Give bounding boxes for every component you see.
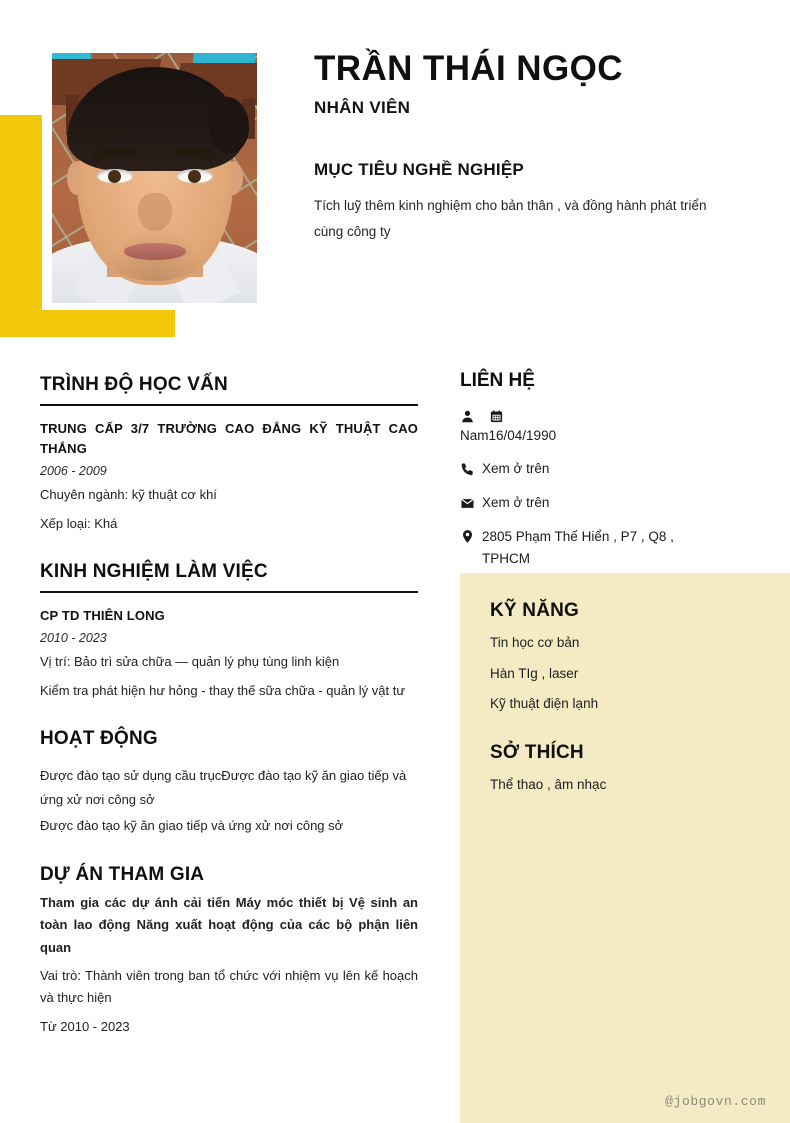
contact-heading: LIÊN HỆ [460, 370, 535, 391]
photo-nose [138, 193, 172, 231]
objective-text: Tích luỹ thêm kinh nghiệm cho bản thân , và đồng hành phát triển cùng công ty [314, 197, 707, 239]
envelope-icon [460, 494, 482, 513]
hobbies-item: Thể thao , âm nhạc [490, 776, 607, 792]
contact-row-gender-birthday [460, 406, 790, 446]
contact-email: Xem ở trên [482, 494, 550, 510]
phone-icon [460, 460, 482, 479]
accent-bar-horizontal [0, 310, 175, 337]
contact-address: 2805 Phạm Thế Hiển , P7 , Q8 , TPHCM [482, 528, 674, 566]
skills-heading: KỸ NĂNG [490, 600, 580, 621]
profile-photo [52, 53, 257, 303]
experience-section [40, 561, 418, 702]
activities-line: Được đào tạo kỹ ăn giao tiếp và ứng xử nơi công sở [40, 817, 344, 833]
experience-date: 2010 - 2023 [40, 631, 107, 646]
left-column [40, 374, 418, 1042]
objective-heading: MỤC TIÊU NGHỀ NGHIỆP [314, 159, 524, 179]
calendar-icon [489, 407, 511, 426]
projects-title: Tham gia các dự ánh cải tiến Máy móc thiết bị Vệ sinh an toàn lao động Năng xuất hoạt động của các bộ phận liên quan [40, 895, 418, 955]
activities-heading: HOẠT ĐỘNG [40, 727, 158, 749]
watermark: @jobgovn.com [665, 1094, 766, 1109]
activities-section [40, 728, 418, 838]
experience-duties: Kiểm tra phát hiện hư hỏng - thay thế sữa chữa - quản lý vật tư [40, 682, 406, 698]
header-block [314, 50, 744, 245]
education-heading: TRÌNH ĐỘ HỌC VẤN [40, 374, 418, 406]
photo-object-teal-right [192, 53, 256, 79]
contact-phone: Xem ở trên [482, 461, 550, 477]
hobbies-heading: SỞ THÍCH [490, 741, 584, 763]
skills-item: Kỹ thuật điện lạnh [490, 696, 599, 712]
skills-item: Hàn TIg , laser [490, 665, 579, 681]
candidate-role: NHÂN VIÊN [314, 97, 411, 117]
skills-panel [460, 573, 790, 1123]
photo-artwork [52, 53, 257, 303]
contact-row-email [460, 493, 790, 513]
education-section [40, 374, 418, 535]
accent-bar-vertical [0, 115, 42, 337]
skills-item: Tin học cơ bản [490, 635, 580, 650]
activities-line: Được đào tạo sử dụng cầu trụcĐược đào tạo kỹ ăn giao tiếp và ứng xử nơi công sở [40, 767, 407, 807]
education-grade: Xếp loại: Khá [40, 515, 118, 531]
experience-company: CP TD THIÊN LONG [40, 608, 165, 623]
skills-panel-content [460, 573, 790, 794]
candidate-name: TRẦN THÁI NGỌC [314, 49, 623, 88]
person-icon [460, 407, 482, 426]
education-date: 2006 - 2009 [40, 464, 107, 479]
projects-role: Vai trò: Thành viên trong ban tổ chức với nhiệm vụ lên kế hoạch và thực hiện [40, 968, 418, 1006]
projects-date: Từ 2010 - 2023 [40, 1018, 130, 1034]
projects-heading: DỰ ÁN THAM GIA [40, 864, 205, 885]
contact-section [460, 370, 790, 582]
education-major: Chuyên ngành: kỹ thuật cơ khí [40, 487, 217, 503]
experience-position: Vị trí: Bảo trì sửa chữa — quản lý phụ tùng linh kiện [40, 654, 340, 670]
experience-heading: KINH NGHIỆM LÀM VIỆC [40, 561, 418, 593]
contact-gender: Nam [460, 428, 489, 443]
photo-eye-left [97, 169, 133, 183]
education-school: TRUNG CẤP 3/7 TRƯỜNG CAO ĐẲNG KỸ THUẬT CAO THẮNG [40, 421, 418, 457]
photo-eye-right [177, 169, 213, 183]
contact-row-address [460, 526, 790, 570]
contact-gender-cell [460, 406, 489, 446]
contact-list [460, 406, 790, 569]
photo-mouth [124, 243, 186, 260]
contact-birthday-cell [489, 406, 557, 446]
location-pin-icon [460, 527, 482, 546]
contact-row-phone [460, 459, 790, 479]
projects-section [40, 864, 418, 1038]
contact-birthday: 16/04/1990 [488, 428, 557, 443]
